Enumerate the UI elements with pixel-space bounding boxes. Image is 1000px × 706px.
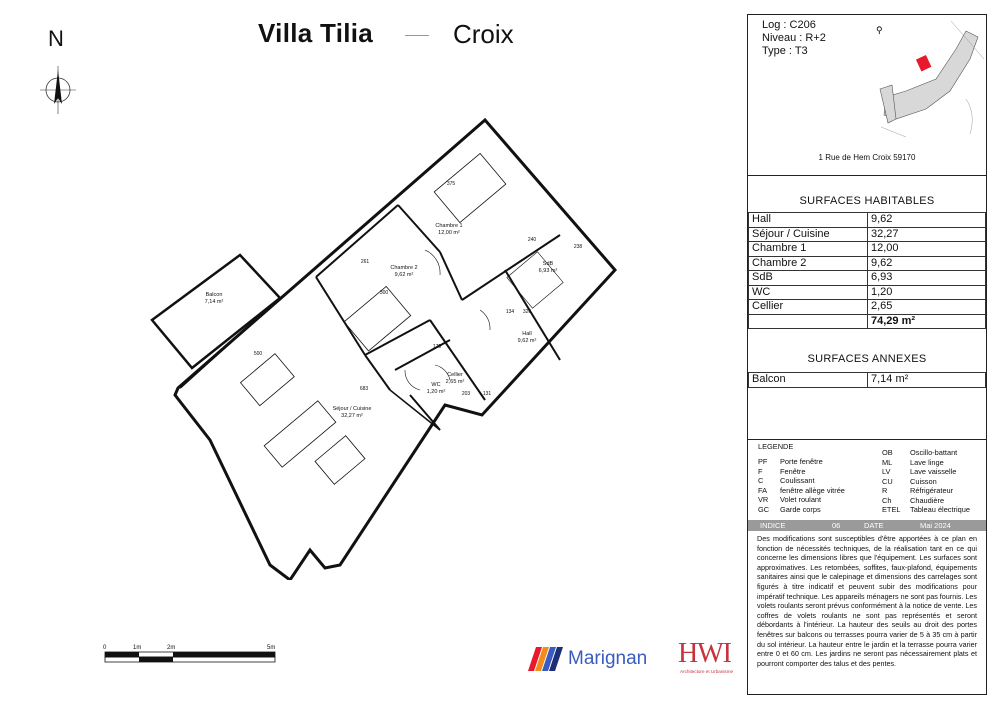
total-surface: 74,29 m² (868, 314, 986, 329)
keymap-north-icon: ⚲ (876, 25, 883, 35)
room-label: Cellier (447, 372, 463, 378)
legend-text: Lave vaisselle (910, 467, 957, 476)
legend-code: ML (882, 457, 893, 467)
room-label: SdB (542, 261, 554, 267)
table-row: Hall 9,62 (749, 213, 986, 228)
hwi-logo (678, 638, 734, 678)
table-row: Cellier 2,65 (749, 300, 986, 315)
legend-code: FA (758, 485, 768, 495)
building-key-map (866, 19, 984, 149)
legend-code: ETEL (882, 505, 901, 514)
room-label: Balcon (205, 292, 223, 298)
dimension-label: 131 (482, 391, 492, 397)
legend-text: Fenêtre (780, 466, 806, 476)
table-row: Chambre 1 12,00 (749, 242, 986, 257)
scale-bar (100, 640, 290, 670)
surfaces-habitables-title: SURFACES HABITABLES (799, 195, 935, 207)
legend-code: CU (882, 476, 893, 486)
scale-tick: 2m (167, 645, 176, 651)
project-city: Croix (453, 19, 514, 49)
indice-label: INDICE (760, 521, 786, 530)
legend-code: R (882, 486, 888, 495)
table-row: Chambre 2 9,62 (749, 256, 986, 271)
room-label: Chambre 1 (435, 223, 463, 229)
legend-text: Cuisson (910, 476, 937, 486)
marignan-logo-text: Marignan (568, 648, 648, 669)
dimension-label: 326 (522, 309, 532, 315)
indice-bar (748, 520, 986, 531)
scale-tick: 5m (267, 645, 276, 651)
surfaces-annexes-title: SURFACES ANNEXES (807, 353, 927, 365)
scale-tick: 1m (133, 645, 142, 651)
legend-text: Oscillo-battant (910, 448, 958, 457)
room-area: 7,14 m² (204, 299, 224, 305)
legend-text: Coulissant (780, 476, 815, 485)
title-separator (405, 35, 429, 36)
dimension-label: 240 (527, 237, 537, 243)
legend-code: GC (758, 504, 770, 514)
legend-title: LEGENDE (758, 442, 794, 451)
legend (748, 439, 986, 520)
legend-code: VR (758, 495, 769, 504)
dimension-label: 175 (432, 344, 442, 350)
lot-number: Log : C206 (762, 19, 816, 31)
dimension-label: 500 (253, 351, 263, 357)
table-row: Balcon 7,14 m² (749, 373, 986, 388)
compass-icon (36, 64, 82, 116)
room-label: Hall (522, 331, 532, 337)
hwi-logo-text: HWI (678, 638, 731, 669)
legend-code: Ch (882, 495, 892, 505)
legend-text: Garde corps (780, 504, 821, 514)
room-area: 12,00 m² (438, 230, 460, 236)
room-label: Séjour / Cuisine (332, 406, 372, 412)
dimension-label: 134 (505, 309, 515, 315)
legend-text: Porte fenêtre (780, 457, 823, 466)
room-area: 32,27 m² (341, 413, 363, 419)
total-row (749, 314, 986, 329)
scale-tick: 0 (103, 645, 107, 651)
legend-code: PF (758, 457, 768, 466)
north-label: N (48, 26, 64, 51)
legend-text: Tableau électrique (910, 505, 970, 514)
lot-info (748, 15, 986, 176)
hwi-logo-subtitle: Architecture et Urbanisme (680, 669, 734, 674)
indice-value: 06 (832, 521, 841, 530)
legend-text: fenêtre allège vitrée (780, 485, 845, 495)
info-panel (747, 14, 987, 695)
table-row: Séjour / Cuisine 32,27 (749, 227, 986, 242)
marignan-logo (528, 643, 668, 675)
lot-address: 1 Rue de Hem Croix 59170 (818, 153, 916, 162)
date-label: DATE (864, 521, 884, 530)
legend-text: Lave linge (910, 457, 944, 467)
dimension-label: 375 (446, 181, 456, 187)
date-value: Mai 2024 (920, 521, 951, 530)
dimension-label: 261 (360, 259, 370, 265)
disclaimer-text: Des modifications sont susceptibles d'être apportées à ce plan en fonction de nécessités techniques, de la réalisation tant en ce qui concerne les dimensions libres que l'équipement. Les surfaces sont approximatives. Les retombées, soffites, faux-plafond, équipements sanitaires ainsi que le calepinage et dimensions des carrelages sont figurés à titre indicatif et peuvent subir des modifications pour impératif technique. Les appareils ménagers ne sont pas fournis. Les volets roulants seront prévus conformément à la notice de vente. Les coffres de volets roulants ne sont pas représentés et seront débordants à l'intérieur. La hauteur des seuils au droit des portes fenêtres sur balcons ou terrasses pourra varier de 5 à 35 cm à partir du sol intérieur. La hauteur entre le jardin et la terrasse pourra varier entre 0 et 60 cm. Les jardins ne seront pas nécessairement plats et pourront comporter des talus et des pentes. (757, 534, 977, 668)
table-row: WC 1,20 (749, 285, 986, 300)
room-area: 2,65 m² (445, 379, 465, 385)
room-label: Chambre 2 (390, 265, 418, 271)
dimension-label: 203 (461, 391, 471, 397)
legend-text: Volet roulant (780, 495, 822, 504)
surfaces-annexes-table (748, 372, 986, 388)
marignan-logo-mark (528, 647, 564, 671)
room-area: 6,93 m² (538, 268, 558, 274)
project-title: Villa Tilia (258, 18, 374, 48)
legend-text: Réfrigérateur (910, 486, 954, 495)
dimension-label: 683 (359, 386, 369, 392)
surfaces-habitables-table (748, 212, 986, 329)
table-row: SdB 6,93 (749, 271, 986, 286)
legend-code: OB (882, 448, 893, 457)
legend-code: C (758, 476, 764, 485)
room-label: WC (431, 382, 441, 388)
legend-code: LV (882, 467, 891, 476)
lot-type: Type : T3 (762, 45, 808, 57)
dimension-label: 238 (573, 244, 583, 250)
room-area: 9,62 m² (517, 338, 537, 344)
legend-text: Chaudière (910, 495, 945, 505)
room-area: 1,20 m² (426, 389, 446, 395)
dimension-label: 300 (379, 290, 389, 296)
room-area: 9,62 m² (394, 272, 414, 278)
floor-plan (140, 110, 630, 580)
lot-level: Niveau : R+2 (762, 32, 826, 44)
legend-code: F (758, 466, 763, 476)
